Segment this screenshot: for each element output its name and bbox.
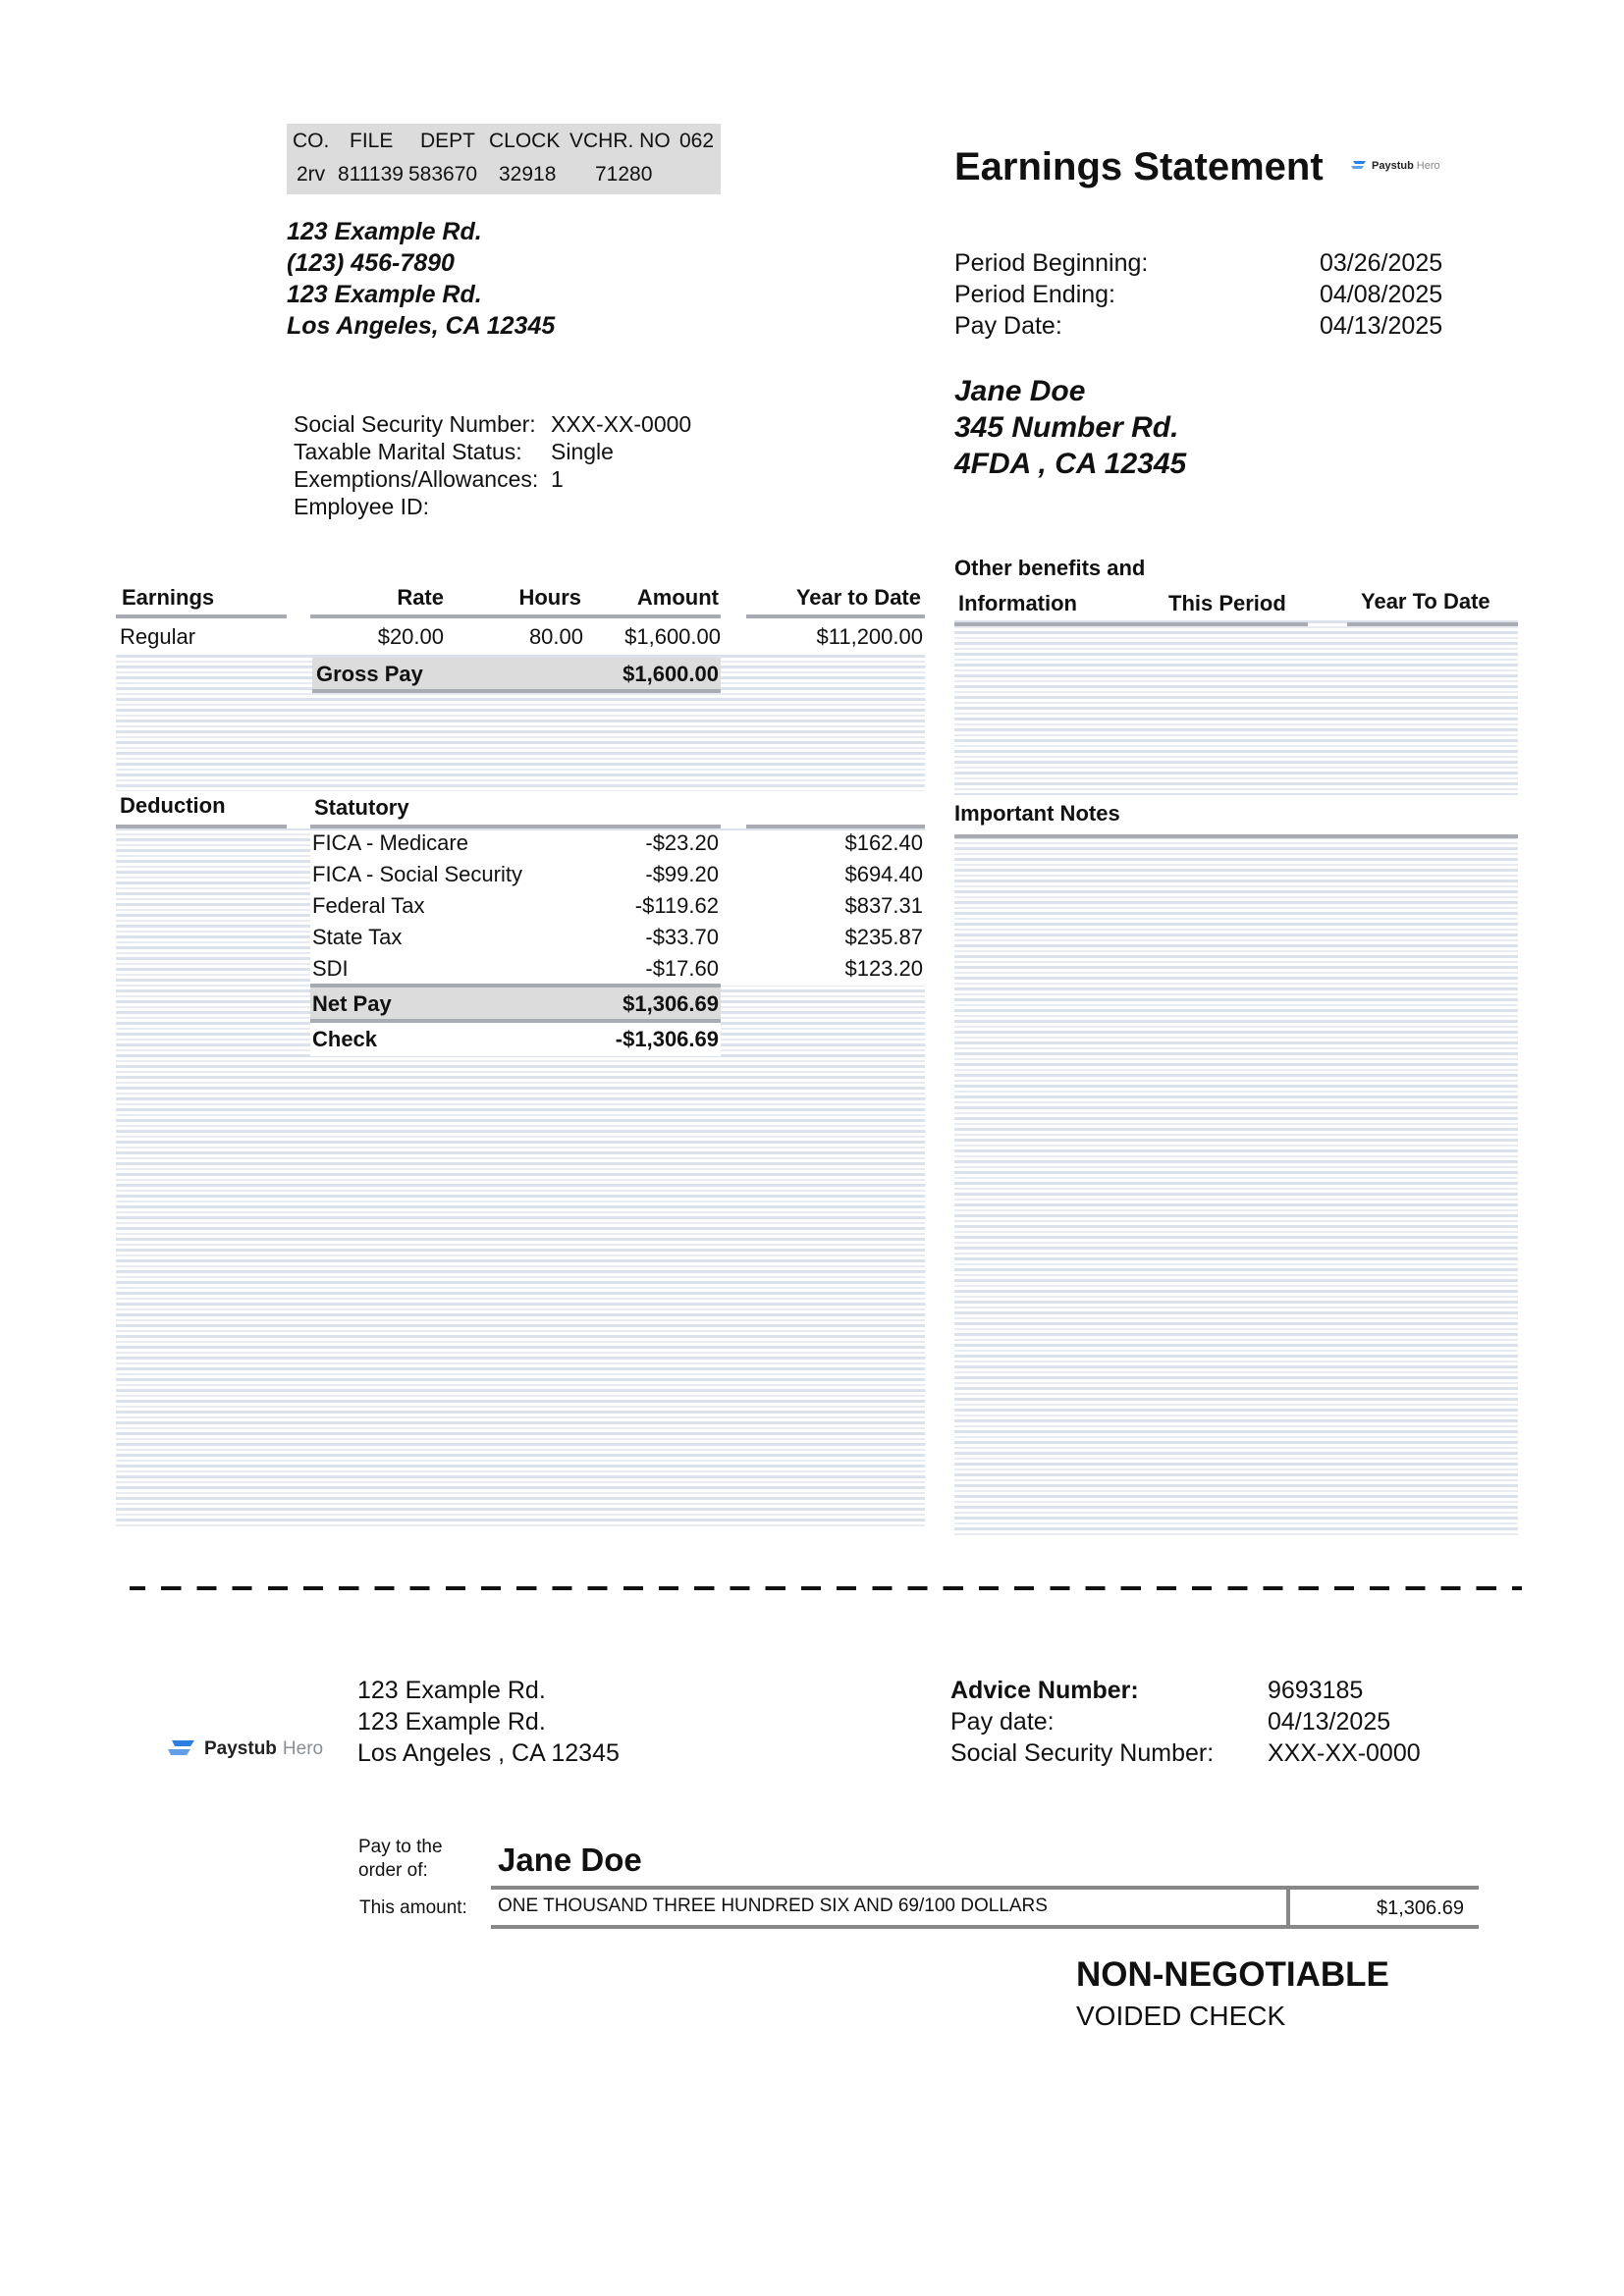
check-amount: -$1,306.69 [615, 1027, 719, 1051]
deduction-header: Deduction [120, 793, 226, 818]
hours-header: Hours [518, 585, 581, 610]
paystubhero-logo-icon [165, 1737, 198, 1761]
company-address-line: 123 Example Rd. [287, 281, 482, 308]
deduction-amount: -$23.20 [645, 830, 719, 855]
code-header: CLOCK [489, 130, 561, 152]
check-company-address [357, 1675, 620, 1769]
amount-number: $1,306.69 [1377, 1897, 1464, 1919]
statement-title: Earnings Statement [954, 145, 1324, 188]
check-address-line: 123 Example Rd. [357, 1677, 546, 1704]
deduction-amount: -$17.60 [645, 956, 719, 981]
code-header: CO. [293, 130, 330, 152]
check-address-line: 123 Example Rd. [357, 1708, 546, 1735]
logo-suffix: Hero [1416, 160, 1440, 172]
check-label: Check [312, 1027, 378, 1051]
statutory-header: Statutory [314, 795, 409, 820]
gross-pay-amount: $1,600.00 [623, 662, 719, 686]
earning-hours: 80.00 [528, 624, 583, 649]
code-value: 583670 [408, 163, 478, 186]
deduction-name: SDI [312, 956, 349, 981]
company-address [287, 216, 555, 342]
employee-address-line: 4FDA , CA 12345 [954, 448, 1187, 480]
header-rule [116, 825, 287, 828]
exemptions-label: Exemptions/Allowances: [294, 466, 539, 492]
net-pay-label: Net Pay [312, 991, 392, 1016]
employee-id-label: Employee ID: [294, 494, 430, 519]
notes-rule [954, 834, 1518, 838]
deduction-ytd: $162.40 [844, 830, 923, 855]
deduction-amount: -$119.62 [634, 893, 719, 918]
ssn-value: XXX-XX-0000 [551, 411, 692, 437]
company-phone: (123) 456-7890 [287, 249, 455, 277]
pay-to-label [358, 1836, 443, 1883]
deduction-name: FICA - Medicare [312, 830, 468, 855]
earnings-header: Earnings [122, 585, 215, 610]
check-pay-date-label: Pay date: [950, 1708, 1055, 1735]
benefits-ytd-header: Year To Date [1361, 589, 1490, 614]
earning-ytd: $11,200.00 [816, 624, 923, 649]
code-value: 32918 [499, 163, 557, 186]
code-header: VCHR. NO [569, 130, 671, 152]
deduction-name: State Tax [312, 925, 403, 949]
paystubhero-logo [165, 1737, 323, 1761]
pay-period [954, 247, 1445, 346]
amount-divider [1286, 1890, 1290, 1925]
important-notes-title: Important Notes [954, 801, 1120, 826]
pay-date-label: Pay Date: [954, 312, 1062, 340]
deduction-ytd: $837.31 [844, 893, 923, 918]
earning-rate: $20.00 [377, 624, 444, 649]
period-beginning-value: 03/26/2025 [1320, 249, 1443, 277]
paystubhero-logo-icon [1349, 159, 1369, 173]
gross-pay-label: Gross Pay [316, 662, 423, 686]
deduction-ytd: $235.87 [844, 925, 923, 949]
net-pay-amount: $1,306.69 [623, 991, 719, 1016]
code-value: 71280 [595, 163, 653, 186]
amount-in-words: ONE THOUSAND THREE HUNDRED SIX AND 69/100 DOLLARS [498, 1896, 1048, 1916]
deduction-ytd: $694.40 [844, 862, 923, 886]
code-header: DEPT [420, 130, 476, 152]
advice-number-label: Advice Number: [950, 1677, 1139, 1704]
period-beginning-label: Period Beginning: [954, 249, 1149, 277]
employee-name: Jane Doe [954, 375, 1086, 407]
code-value: 2rv [297, 163, 326, 186]
ytd-header: Year to Date [795, 585, 921, 610]
period-ending-value: 04/08/2025 [1320, 281, 1443, 308]
header-rule [310, 825, 721, 828]
check-address-line: Los Angeles , CA 12345 [357, 1739, 620, 1767]
rate-header: Rate [397, 585, 444, 610]
check-advice-info [950, 1675, 1500, 1773]
advice-number-value: 9693185 [1268, 1677, 1364, 1704]
non-negotiable-label: NON-NEGOTIABLE [1076, 1955, 1389, 1994]
benefits-rule [1347, 622, 1518, 626]
company-address-line: 123 Example Rd. [287, 218, 482, 245]
logo-brand: Paystub [204, 1738, 277, 1759]
header-rule [746, 614, 925, 618]
pay-to-line: order of: [358, 1860, 428, 1881]
header-rule [746, 825, 925, 828]
amount-header: Amount [636, 585, 719, 610]
deduction-name: FICA - Social Security [312, 862, 522, 886]
paystubhero-logo [1349, 159, 1440, 173]
deduction-header-band [116, 791, 925, 828]
exemptions-value: 1 [551, 466, 564, 492]
amount-label: This amount: [359, 1897, 467, 1918]
employee-address-line: 345 Number Rd. [954, 411, 1179, 444]
earning-name: Regular [120, 624, 196, 649]
period-ending-label: Period Ending: [954, 281, 1116, 308]
benefits-title: Other benefits and [954, 556, 1146, 580]
deduction-ytd: $123.20 [844, 956, 923, 981]
code-header: 062 [679, 130, 715, 152]
logo-brand: Paystub [1372, 160, 1414, 172]
header-rule [310, 614, 721, 618]
marital-status-value: Single [551, 439, 614, 464]
company-address-line: Los Angeles, CA 12345 [287, 312, 556, 340]
pay-date-value: 04/13/2025 [1320, 312, 1443, 340]
benefits-info-header: Information [958, 591, 1077, 615]
company-codes-box [287, 124, 721, 194]
code-header: FILE [350, 130, 394, 152]
gross-pay-rule [312, 689, 721, 693]
code-value: 811139 [338, 163, 404, 186]
earning-amount: $1,600.00 [624, 624, 721, 649]
logo-suffix: Hero [282, 1738, 324, 1759]
check-ssn-value: XXX-XX-0000 [1268, 1739, 1421, 1767]
deduction-name: Federal Tax [312, 893, 425, 918]
check-ssn-label: Social Security Number: [950, 1739, 1215, 1767]
check-pay-date-value: 04/13/2025 [1268, 1708, 1391, 1735]
benefits-notes-panel [954, 620, 1518, 1537]
employee-address [954, 373, 1186, 482]
marital-status-label: Taxable Marital Status: [294, 439, 522, 464]
deduction-amount: -$99.20 [645, 862, 719, 886]
perforation-line [130, 1586, 1522, 1590]
benefits-this-period-header: This Period [1168, 591, 1286, 615]
benefits-rule [954, 622, 1308, 626]
voided-check-label: VOIDED CHECK [1076, 2001, 1286, 2031]
payee-name: Jane Doe [498, 1842, 642, 1878]
deduction-amount: -$33.70 [645, 925, 719, 949]
pay-to-line: Pay to the [358, 1837, 443, 1857]
employee-info [294, 410, 745, 528]
header-rule [116, 614, 287, 618]
ssn-label: Social Security Number: [294, 411, 536, 437]
